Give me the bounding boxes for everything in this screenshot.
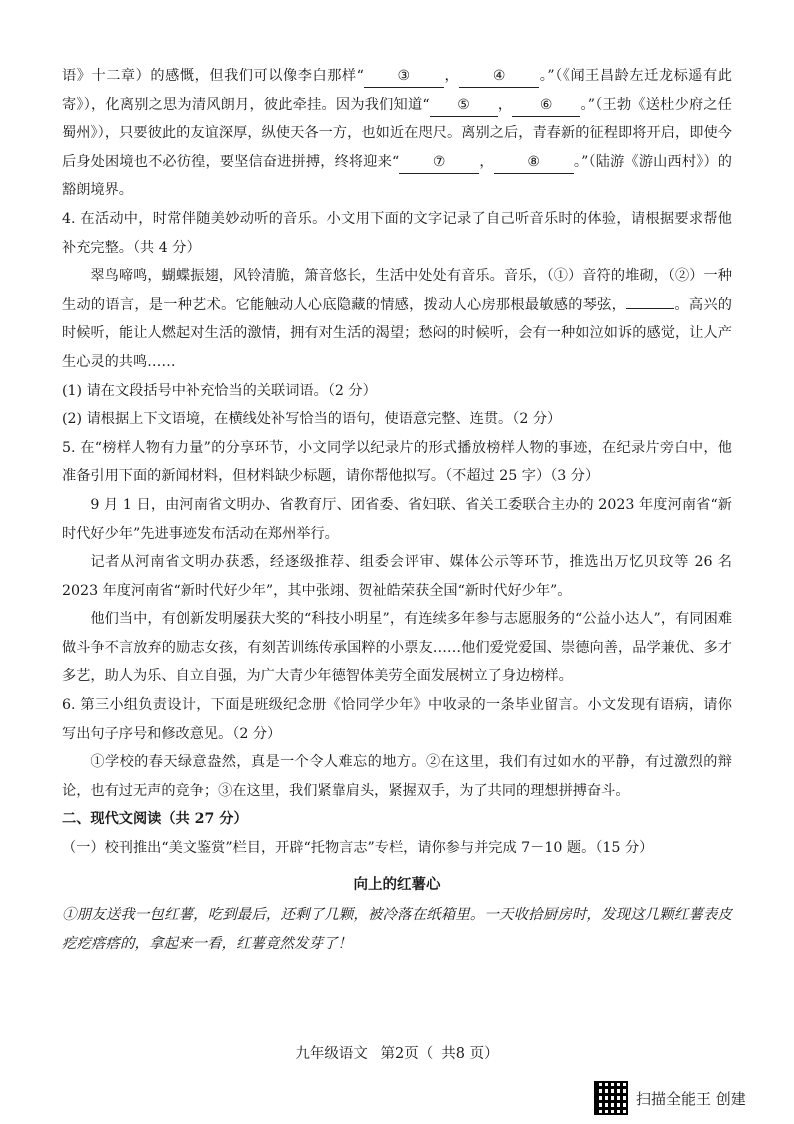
blank-7[interactable]: ⑦ — [399, 151, 479, 174]
q3-text-3: 。”（王勃《送杜少府之任蜀州》），只要彼此的友谊深厚，纵使天各一方，也如近在咫尺。离别之后，青春新的征程即将开启，即使今后身处困境也不必彷徨，要坚信奋进拼搏，终将迎来“ — [62, 96, 732, 170]
q3-continuation — [62, 62, 732, 205]
page-footer — [0, 1042, 794, 1063]
q4-sub-1: (1) 请在文段括号中补充恰当的关联词语。（2 分） — [62, 382, 377, 399]
blank-5[interactable]: ⑤ — [430, 94, 498, 117]
q4-text-b: ）音符的堆砌，（ — [568, 268, 676, 285]
q4-mark-2: ② — [675, 268, 690, 285]
q5-news-p1: 9 月 1 日，由河南省文明办、省教育厅、团省委、省妇联、省关工委联合主办的 2023 年度河南省“新时代好少年”先进事迹发布活动在郑州举行。 — [62, 496, 732, 542]
q4-text-d: 。高兴的时候听，能让人燃起对生活的激情，拥有对生活的渴望；愁闷的时候听，会有一种如泣如诉的感觉，让人产生心灵的共鸣…… — [62, 296, 732, 370]
q5-stem: 5. 在“榜样人物有力量”的分享环节，小文同学以纪录片的形式播放榜样人物的事迹，在纪录片旁白中，他准备引用下面的新闻材料，但材料缺少标题，请你帮他拟写。（不超过 25 字）（3 分） — [62, 439, 732, 485]
blank-8[interactable]: ⑧ — [494, 151, 574, 174]
scanner-watermark — [596, 1082, 746, 1114]
q3-text-4: 。”（陆游《游山西村》）的豁朗境界。 — [62, 153, 732, 199]
footer-subject: 九年级语文 — [295, 1046, 368, 1062]
watermark-text: 扫描全能王 创建 — [636, 1089, 746, 1108]
q6-message: ①学校的春天绿意盎然，真是一个令人难忘的地方。②在这里，我们有过如水的平静，有过激烈的辩论，也有过无声的竞争；③在这里，我们紧靠肩头，紧握双手，为了共同的理想拼搏奋斗。 — [62, 754, 732, 799]
q3-comma-3: ， — [479, 153, 494, 170]
q3-text-1: 语》十二章）的感慨，但我们可以像李白那样“ — [62, 68, 364, 84]
q5-news-p3: 他们当中，有创新发明屡获大奖的“科技小明星”，有连续多年参与志愿服务的“公益小达人”，有同困难做斗争不言放弃的励志女孩，有刻苦训练传承国粹的小票友……他们爱党爱国、崇德向善，品学兼优、多才多艺，助人为乐、自立自强，为广大青少年德智体美劳全面发展树立了身边榜样。 — [62, 611, 733, 685]
article-paragraph-1: ①朋友送我一包红薯，吃到最后，还剩了几颗，被冷落在纸箱里。一天收拾厨房时，发现这几颗红薯表皮疙疙瘩瘩的，拿起来一看，红薯竟然发芽了！ — [62, 907, 732, 952]
q4-stem: 4. 在活动中，时常伴随美妙动听的音乐。小文用下面的文字记录了自己听音乐时的体验，请根据要求帮他补充完整。（共 4 分） — [62, 210, 732, 256]
q3-text-2: 。”（《闻王昌龄左迁龙标遥有此寄》），化离别之思为清风朗月，彼此牵挂。因为我们知道“ — [62, 68, 732, 113]
q4-text-c: ）一种生动的语言，是一种艺术。它能触动人心底隐藏的情感，拨动人心房那根最敏感的琴弦， — [62, 268, 732, 313]
footer-total: 共8 页） — [441, 1046, 499, 1062]
qr-code-icon — [596, 1083, 626, 1113]
article-title: 向上的红薯心 — [353, 876, 441, 893]
footer-page: 第2页（ — [380, 1046, 434, 1062]
q4-mark-1: ① — [553, 268, 569, 285]
q4-sub-2: (2) 请根据上下文语境，在横线处补写恰当的语句，使语意完整、连贯。（2 分） — [62, 411, 562, 428]
section-2-intro: （一）校刊推出“美文鉴赏”栏目，开辟“托物言志”专栏，请你参与并完成 7－10 题。（15 分） — [62, 840, 654, 857]
q4-fill-blank[interactable] — [626, 308, 674, 309]
page-content — [62, 62, 732, 958]
q5-news-p2: 记者从河南省文明办获悉，经逐级推荐、组委会评审、媒体公示等环节，推选出万忆贝玟等 26 名 2023 年度河南省“新时代好少年”，其中张翊、贺祉皓荣获全国“新时代好少年”。 — [62, 554, 732, 599]
q6-stem: 6. 第三小组负责设计，下面是班级纪念册《恰同学少年》中收录的一条毕业留言。小文发现有语病，请你写出句子序号和修改意见。（2 分） — [62, 697, 732, 742]
q3-comma-1: ， — [443, 68, 460, 84]
q4-passage — [62, 262, 732, 376]
blank-6[interactable]: ⑥ — [512, 94, 580, 117]
blank-4[interactable]: ④ — [459, 65, 539, 88]
section-2-heading: 二、现代文阅读（共 27 分） — [62, 811, 248, 828]
blank-3[interactable]: ③ — [364, 65, 444, 88]
q4-text-a: 翠鸟啼鸣，蝴蝶振翅，风铃清脆，箫音悠长，生活中处处有音乐。音乐，（ — [90, 268, 554, 285]
q3-comma-2: ， — [497, 96, 513, 113]
